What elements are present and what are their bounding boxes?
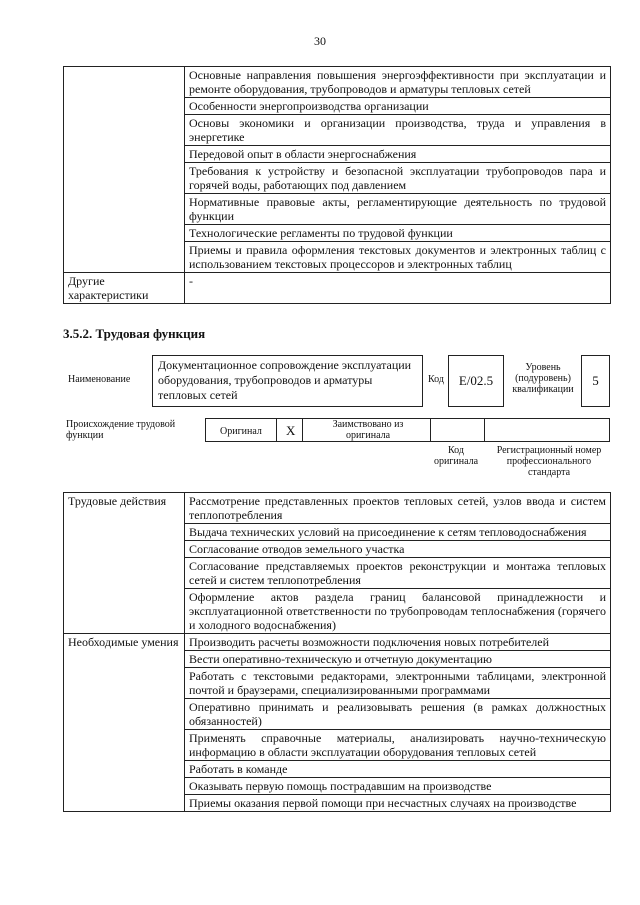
knowledge-item: Основные направления повышения энергоэффективности при эксплуатации и ремонте оборудования, трубопроводов и арматуры тепловых сетей <box>185 67 611 98</box>
skill-item: Вести оперативно-техническую и отчетную документацию <box>185 651 611 668</box>
knowledge-item: Основы экономики и организации производства, труда и управления в энергетике <box>185 115 611 146</box>
knowledge-item: Требования к устройству и безопасной эксплуатации трубопроводов пара и горячей воды, работающих под давлением <box>185 163 611 194</box>
borrowed-label: Заимствовано из оригинала <box>332 419 404 441</box>
page-number: 30 <box>314 34 326 48</box>
table-cell-empty <box>64 67 185 273</box>
origin-label: Происхождение трудовой функции <box>66 419 176 441</box>
code-caption: Код оригинала <box>433 445 479 467</box>
knowledge-item: Передовой опыт в области энергоснабжения <box>185 146 611 163</box>
other-characteristics-label: Другие характеристики <box>64 273 185 304</box>
origin-row <box>205 418 610 442</box>
skill-item: Применять справочные материалы, анализировать научно-техническую информацию в области эксплуатации оборудования тепловых сетей <box>185 730 611 761</box>
knowledge-item: Технологические регламенты по трудовой функции <box>185 225 611 242</box>
knowledge-item: Особенности энергопроизводства организации <box>185 98 611 115</box>
other-characteristics-value: - <box>185 273 611 304</box>
skill-item: Работать в команде <box>185 761 611 778</box>
skill-item: Оперативно принимать и реализовывать решения (в рамках должностных обязанностей) <box>185 699 611 730</box>
function-code-box: E/02.5 <box>448 355 504 407</box>
table-row <box>64 493 611 524</box>
actions-label: Трудовые действия <box>64 493 185 634</box>
table-row <box>64 67 611 98</box>
action-item: Согласование представляемых проектов реконструкции и монтажа тепловых сетей и систем теплопотребления <box>185 558 611 589</box>
knowledge-item: Нормативные правовые акты, регламентирующие деятельность по трудовой функции <box>185 194 611 225</box>
original-mark: X <box>286 423 296 438</box>
knowledge-table <box>63 66 611 304</box>
skill-item: Производить расчеты возможности подключения новых потребителей <box>185 634 611 651</box>
function-name-box: Документационное сопровождение эксплуатации оборудования, трубопроводов и арматуры тепловых сетей <box>152 355 423 407</box>
level-box: 5 <box>581 355 610 407</box>
original-label: Оригинал <box>220 426 262 437</box>
section-heading: 3.5.2. Трудовая функция <box>63 326 206 341</box>
table-row <box>64 273 611 304</box>
actions-skills-table <box>63 492 611 812</box>
table-row <box>64 634 611 651</box>
reg-caption: Регистрационный номер профессионального стандарта <box>496 445 602 478</box>
code-label: Код <box>428 374 444 385</box>
knowledge-item: Приемы и правила оформления текстовых документов и электронных таблиц с использованием текстовых процессоров и электронных таблиц <box>185 242 611 273</box>
action-item: Выдача технических условий на присоединение к сетям тепловодоснабжения <box>185 524 611 541</box>
action-item: Оформление актов раздела границ балансовой принадлежности и эксплуатационной ответственности по трубопроводам теплоснабжения (горячего и холодного водоснабжения) <box>185 589 611 634</box>
skills-label: Необходимые умения <box>64 634 185 812</box>
action-item: Рассмотрение представленных проектов тепловых сетей, узлов ввода и систем теплопотребления <box>185 493 611 524</box>
name-label: Наименование <box>68 374 131 385</box>
level-label: Уровень (подуровень) квалификации <box>512 362 574 395</box>
action-item: Согласование отводов земельного участка <box>185 541 611 558</box>
skill-item: Работать с текстовыми редакторами, электронными таблицами, электронной почтой и браузерами, специализированными программами <box>185 668 611 699</box>
skill-item: Приемы оказания первой помощи при несчастных случаях на производстве <box>185 795 611 812</box>
skill-item: Оказывать первую помощь пострадавшим на производстве <box>185 778 611 795</box>
